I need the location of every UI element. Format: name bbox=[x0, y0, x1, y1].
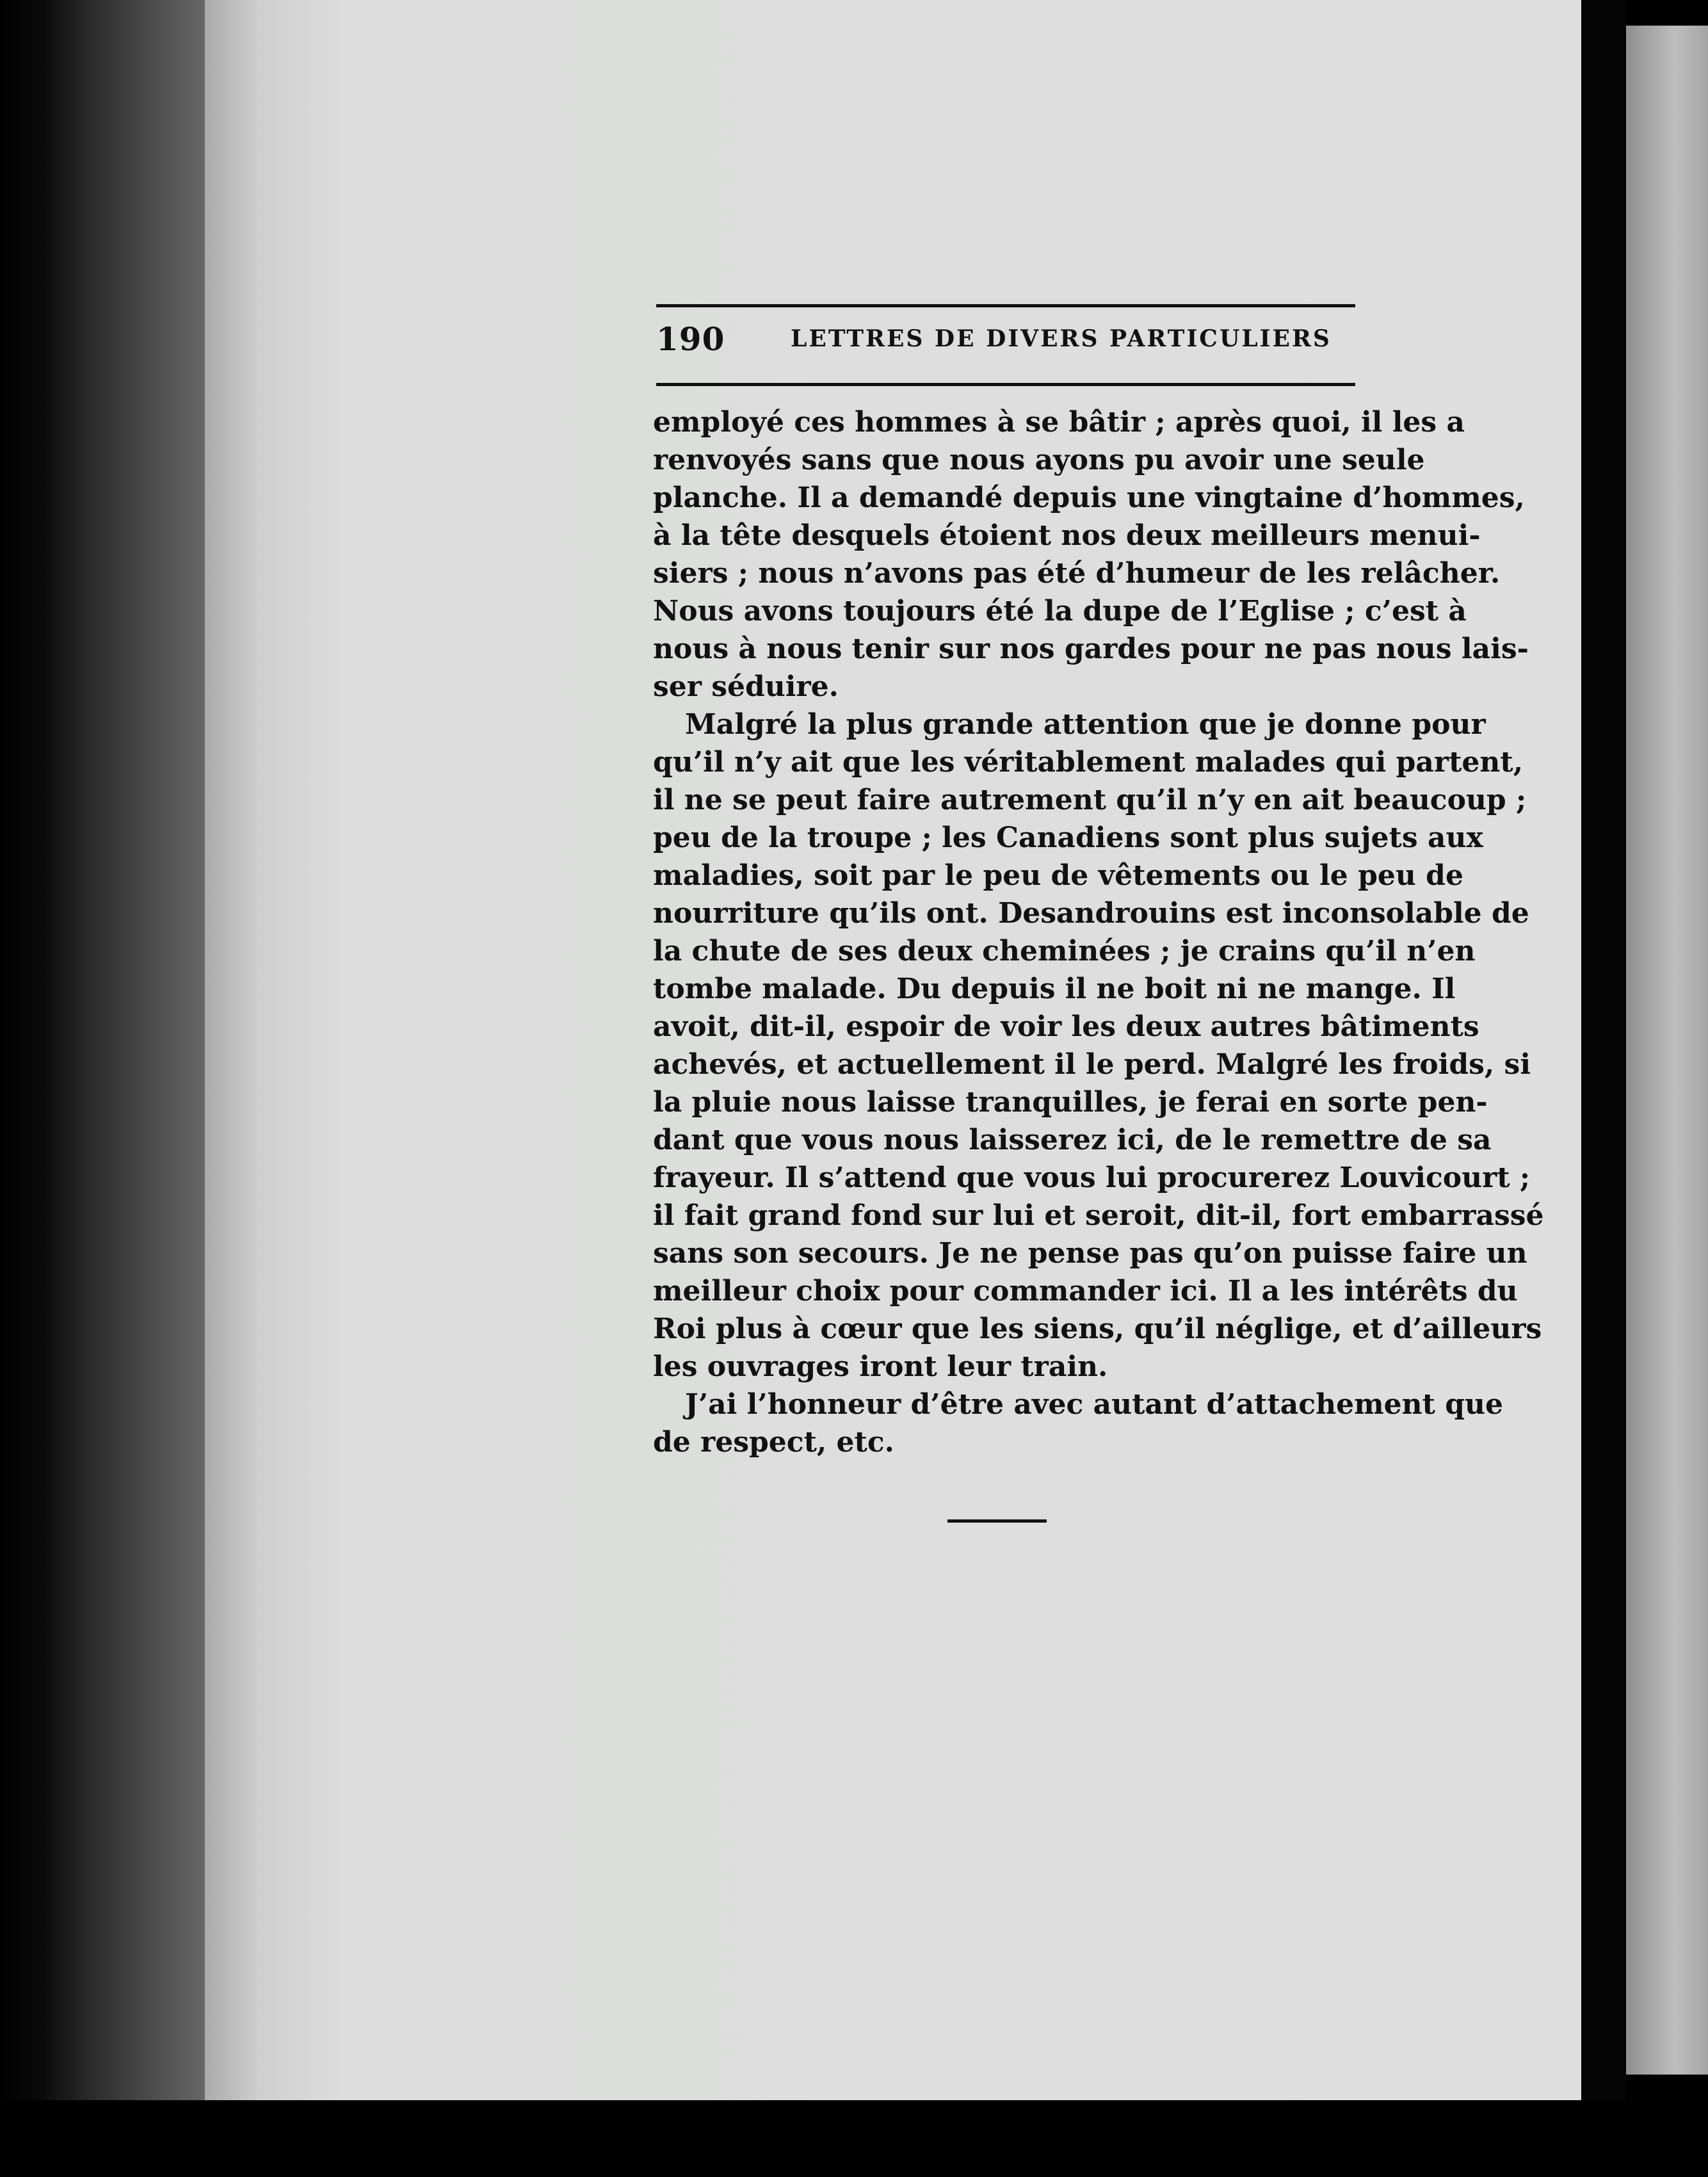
text-line: meilleur choix pour commander ici. Il a les intérêts du bbox=[653, 1275, 1518, 1307]
running-head: LETTRES DE DIVERS PARTICULIERS bbox=[791, 325, 1332, 352]
scan-bottom-border bbox=[0, 2100, 1708, 2177]
text-line: Malgré la plus grande attention que je donne pour bbox=[685, 708, 1486, 741]
book-spine-shadow bbox=[0, 0, 211, 2177]
text-line: ser séduire. bbox=[653, 670, 839, 703]
text-line: siers ; nous n’avons pas été d’humeur de les relâcher. bbox=[653, 557, 1501, 590]
text-line: de respect, etc. bbox=[653, 1426, 894, 1459]
text-line: à la tête desquels étoient nos deux meilleurs menui- bbox=[653, 519, 1481, 552]
text-line: nourriture qu’ils ont. Desandrouins est inconsolable de bbox=[653, 897, 1529, 930]
text-line: qu’il n’y ait que les véritablement malades qui partent, bbox=[653, 746, 1524, 779]
page-gutter bbox=[1581, 0, 1626, 2100]
page-header bbox=[656, 320, 1355, 365]
text-line: dant que vous nous laisserez ici, de le remettre de sa bbox=[653, 1124, 1492, 1156]
text-line: planche. Il a demandé depuis une vingtaine d’hommes, bbox=[653, 482, 1525, 514]
text-line: employé ces hommes à se bâtir ; après quoi, il les a bbox=[653, 406, 1465, 439]
text-line: achevés, et actuellement il le perd. Malgré les froids, si bbox=[653, 1048, 1531, 1081]
text-line: les ouvrages iront leur train. bbox=[653, 1350, 1108, 1383]
text-line: il fait grand fond sur lui et seroit, dit-il, fort embarrassé bbox=[653, 1199, 1544, 1232]
body-text bbox=[653, 403, 1544, 1461]
text-line: la pluie nous laisse tranquilles, je ferai en sorte pen- bbox=[653, 1086, 1488, 1119]
text-line: J’ai l’honneur d’être avec autant d’attachement que bbox=[685, 1388, 1504, 1421]
text-line: frayeur. Il s’attend que vous lui procurerez Louvicourt ; bbox=[653, 1161, 1531, 1194]
header-top-rule bbox=[656, 304, 1355, 307]
text-line: il ne se peut faire autrement qu’il n’y en ait beaucoup ; bbox=[653, 784, 1527, 816]
text-line: Roi plus à cœur que les siens, qu’il néglige, et d’ailleurs bbox=[653, 1313, 1542, 1345]
text-line: avoit, dit-il, espoir de voir les deux autres bâtiments bbox=[653, 1010, 1479, 1043]
adjacent-page-edge bbox=[1626, 26, 1708, 2075]
text-line: renvoyés sans que nous ayons pu avoir une seule bbox=[653, 444, 1425, 476]
text-line: maladies, soit par le peu de vêtements ou le peu de bbox=[653, 859, 1463, 892]
text-line: la chute de ses deux cheminées ; je crains qu’il n’en bbox=[653, 935, 1476, 967]
header-bottom-rule bbox=[656, 383, 1355, 386]
page-number: 190 bbox=[656, 320, 725, 358]
closing-rule bbox=[947, 1519, 1047, 1523]
text-line: nous à nous tenir sur nos gardes pour ne pas nous lais- bbox=[653, 633, 1529, 665]
text-line: tombe malade. Du depuis il ne boit ni ne mange. Il bbox=[653, 973, 1456, 1005]
text-line: peu de la troupe ; les Canadiens sont plus sujets aux bbox=[653, 821, 1483, 854]
text-line: sans son secours. Je ne pense pas qu’on puisse faire un bbox=[653, 1237, 1527, 1270]
text-line: Nous avons toujours été la dupe de l’Eglise ; c’est à bbox=[653, 595, 1467, 627]
